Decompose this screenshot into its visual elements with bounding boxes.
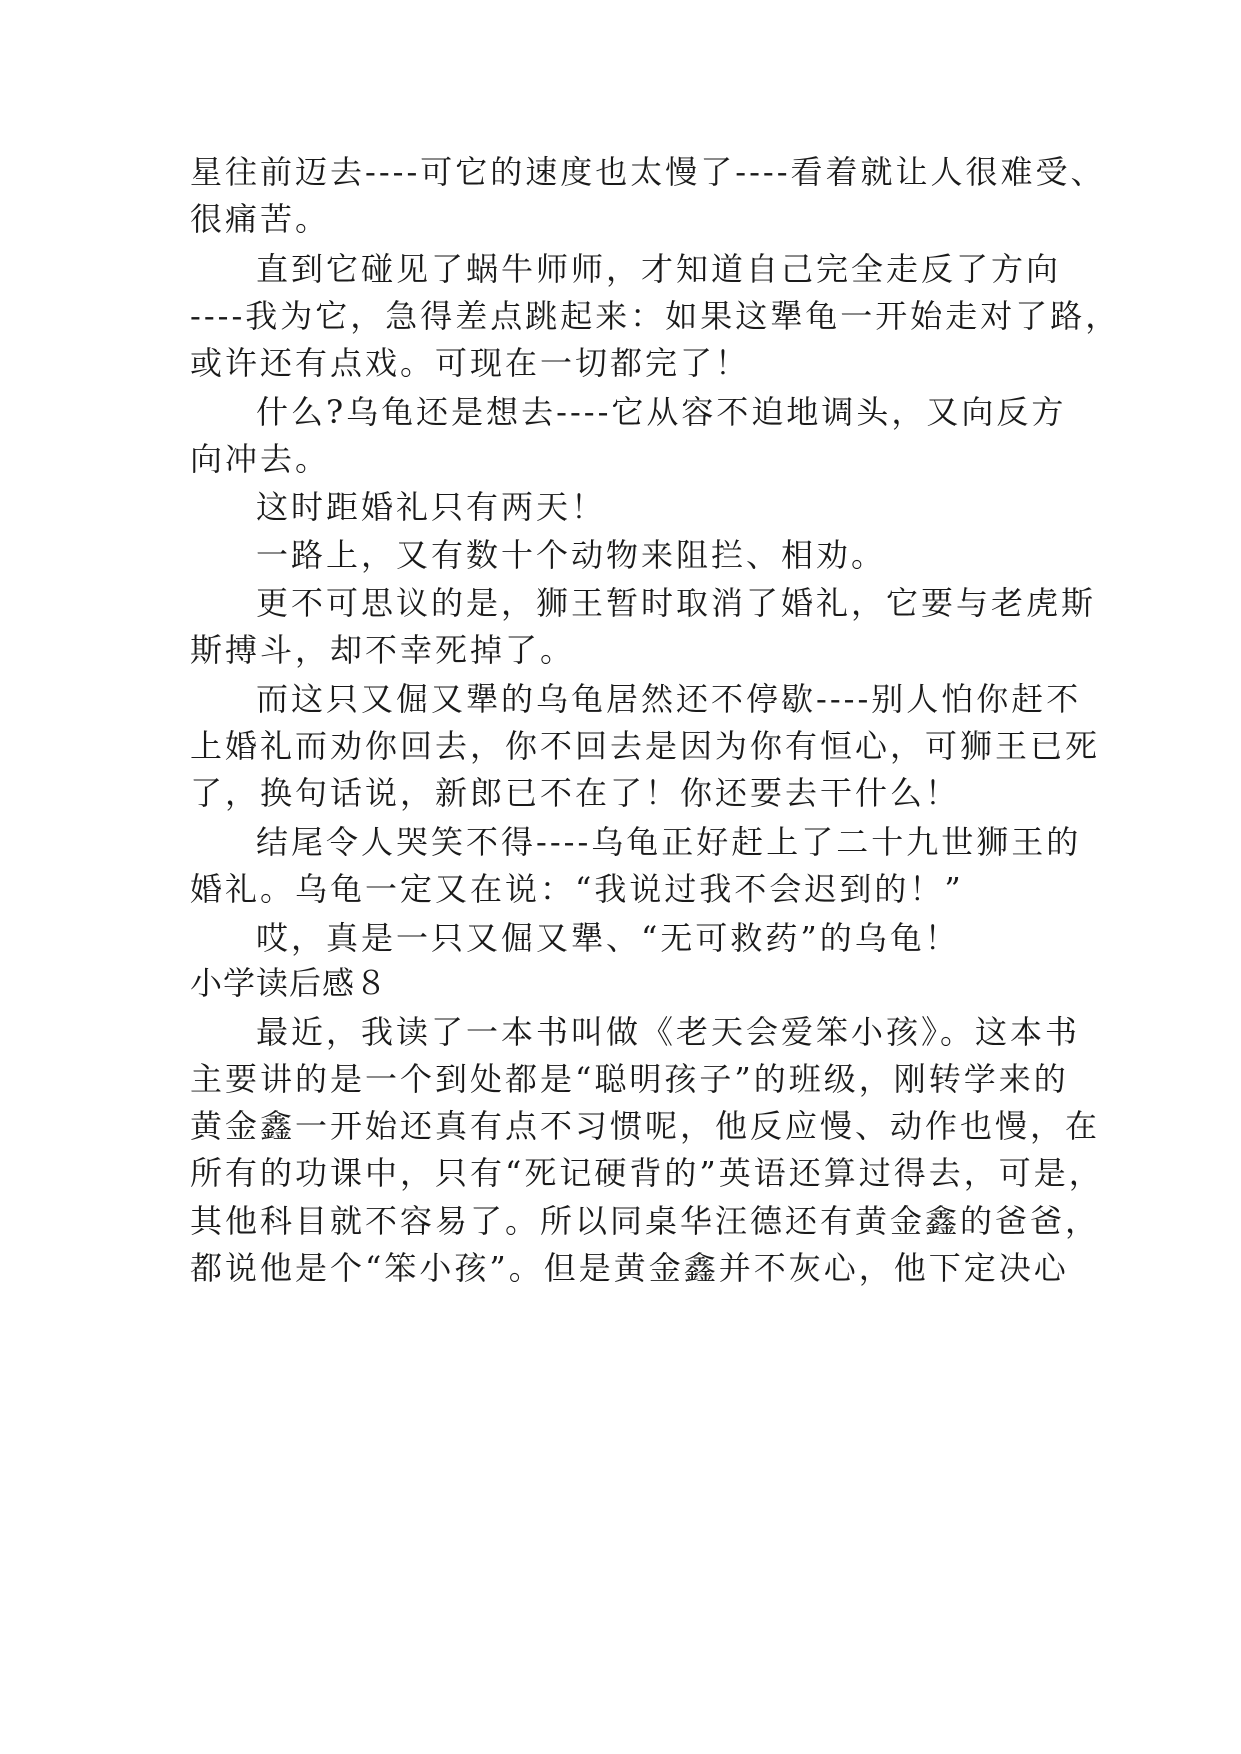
paragraph-start: 结尾令人哭笑不得----乌龟正好赶上了二十九世狮王的 [256, 823, 1082, 861]
text-line: 斯搏斗，却不幸死掉了。 [190, 631, 576, 669]
paragraph-start: 直到它碰见了蜗牛师师，才知道自己完全走反了方向 [256, 250, 1062, 288]
paragraph-start: 这时距婚礼只有两天！ [256, 488, 607, 526]
paragraph-start: 更不可思议的是，狮王暂时取消了婚礼，它要与老虎斯 [256, 584, 1097, 622]
text-line: 上婚礼而劝你回去，你不回去是因为你有恒心，可狮王已死 [190, 727, 1101, 765]
text-line: 婚礼。乌龟一定又在说：“我说过我不会迟到的！” [190, 870, 964, 908]
text-line: 其他科目就不容易了。所以同桌华汪德还有黄金鑫的爸爸， [190, 1202, 1101, 1240]
text-line: 了，换句话说，新郎已不在了！你还要去干什么！ [190, 774, 961, 812]
text-line: 所有的功课中，只有“死记硬背的”英语还算过得去，可是， [190, 1154, 1104, 1192]
text-line: 向冲去。 [190, 440, 331, 478]
section-heading: 小学读后感８ [190, 964, 389, 1002]
text-line: 都说他是个“笨小孩”。但是黄金鑫并不灰心，他下定决心 [190, 1249, 1069, 1287]
text-line: 或许还有点戏。可现在一切都完了！ [190, 344, 751, 382]
paragraph-start: 什么?乌龟还是想去----它从容不迫地调头，又向反方 [256, 393, 1067, 431]
paragraph-start: 而这只又倔又犟的乌龟居然还不停歇----别人怕你赶不 [256, 680, 1082, 718]
text-line: 黄金鑫一开始还真有点不习惯呢，他反应慢、动作也慢，在 [190, 1107, 1101, 1145]
paragraph-start: 最近，我读了一本书叫做《老天会爱笨小孩》。这本书 [256, 1013, 1081, 1051]
paragraph-start: 一路上，又有数十个动物来阻拦、相劝。 [256, 536, 887, 574]
text-line: 很痛苦。 [190, 200, 331, 238]
text-line: ----我为它，急得差点跳起来：如果这犟龟一开始走对了路， [190, 297, 1121, 335]
text-line: 星往前迈去----可它的速度也太慢了----看着就让人很难受、 [190, 153, 1106, 191]
text-line: 主要讲的是一个到处都是“聪明孩子”的班级，刚转学来的 [190, 1060, 1069, 1098]
paragraph-start: 哎，真是一只又倔又犟、“无可救药”的乌龟！ [256, 919, 960, 957]
